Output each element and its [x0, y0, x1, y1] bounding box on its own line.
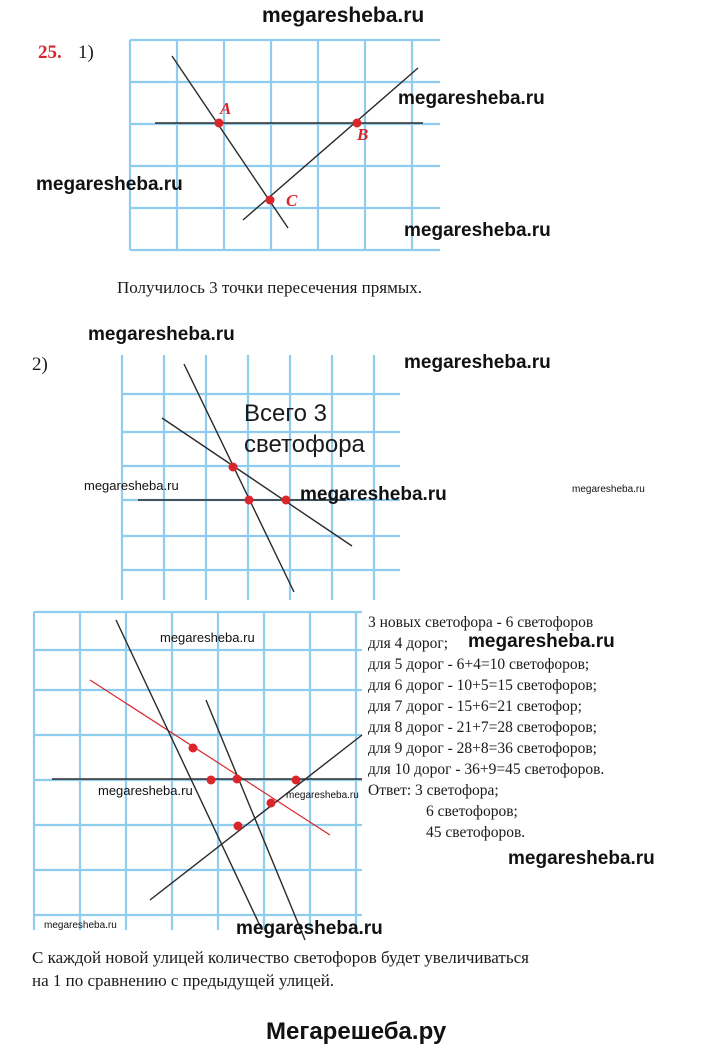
- watermark-fig3-bottom: megaresheba.ru: [236, 918, 383, 939]
- figure-2-note-line-1: Всего 3: [244, 400, 327, 427]
- footer-brand: Мегарешеба.ру: [266, 1018, 447, 1045]
- point-a-label: A: [220, 99, 232, 118]
- conclusion-line-2: на 1 по сравнению с предыдущей улицей.: [32, 971, 335, 990]
- point-3-6: [234, 822, 243, 831]
- answer-label: Ответ: 3 светофора;: [368, 782, 499, 799]
- task-number: 25.: [38, 42, 62, 63]
- part-2-label: 2): [32, 354, 48, 375]
- watermark-fig3-left: megaresheba.ru: [98, 783, 193, 798]
- watermark-fig1-bottom: megaresheba.ru: [404, 220, 551, 241]
- solution-line-1: 3 новых светофора - 6 светофоров: [368, 614, 594, 631]
- watermark-fig3-right: megaresheba.ru: [508, 848, 655, 869]
- point-3-1: [189, 744, 198, 753]
- solution-line-8: для 10 дорог - 36+9=45 светофоров.: [368, 761, 605, 778]
- point-c-label: C: [286, 191, 298, 210]
- solution-line-6: для 8 дорог - 21+7=28 светофоров;: [368, 719, 597, 736]
- solution-line-3: для 5 дорог - 6+4=10 светофоров;: [368, 656, 590, 673]
- conclusion-line-1: С каждой новой улицей количество светофоров будет увеличиваться: [32, 948, 529, 967]
- watermark-fig2-mid: megaresheba.ru: [300, 484, 447, 505]
- point-3-4: [292, 776, 301, 785]
- watermark-fig2-right: megaresheba.ru: [572, 484, 645, 495]
- watermark-fig2-topright: megaresheba.ru: [404, 352, 551, 373]
- answer-item-2: 45 светофоров.: [426, 824, 526, 841]
- watermark-fig3-mid: megaresheba.ru: [286, 790, 359, 801]
- answer-item-1: 6 светофоров;: [426, 803, 518, 820]
- part-1-result: Получилось 3 точки пересечения прямых.: [117, 278, 423, 297]
- watermark-fig1-right: megaresheba.ru: [398, 88, 545, 109]
- point-3-3: [233, 775, 242, 784]
- figure-2-note-line-2: светофора: [244, 431, 365, 458]
- figure-3-grid: [34, 612, 362, 930]
- solution-line-7: для 9 дорог - 28+8=36 светофоров;: [368, 740, 597, 757]
- conclusion: [32, 946, 529, 992]
- watermark-fig3-bottom-small: megaresheba.ru: [44, 920, 117, 931]
- watermark-fig2-topleft: megaresheba.ru: [88, 324, 235, 345]
- point-3-5: [267, 799, 276, 808]
- watermark-top: megaresheba.ru: [262, 4, 425, 27]
- watermark-fig3-top: megaresheba.ru: [160, 630, 255, 645]
- solution-line-5: для 7 дорог - 15+6=21 светофор;: [368, 698, 582, 715]
- watermark-fig3-text: megaresheba.ru: [468, 631, 615, 652]
- watermark-fig2-left: megaresheba.ru: [84, 478, 179, 493]
- point-b-label: B: [357, 125, 369, 144]
- watermark-fig1-left: megaresheba.ru: [36, 174, 183, 195]
- point-3-2: [207, 776, 216, 785]
- line-steep-3: [116, 620, 262, 930]
- solution-line-2: для 4 дорог;: [368, 635, 449, 652]
- part-1-label: 1): [78, 42, 94, 63]
- solution-line-4: для 6 дорог - 10+5=15 светофоров;: [368, 677, 597, 694]
